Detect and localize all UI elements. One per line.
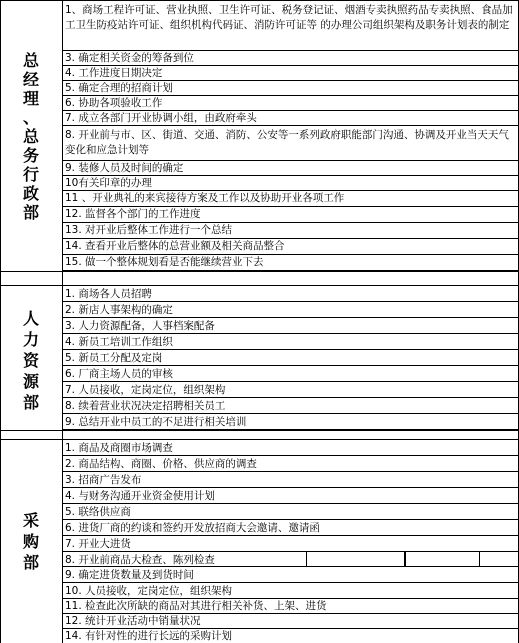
- section-label-hr: 人 力 资 源 部: [22, 309, 39, 412]
- table-row: [63, 414, 518, 430]
- list-item: 7. 人员接收，定岗定位，组织架构: [65, 384, 226, 396]
- table-row: [63, 440, 518, 456]
- table-row: [63, 66, 518, 81]
- list-item: 8. 开业前商品大检查、陈列检查: [65, 554, 215, 566]
- list-item: 1. 商场各人员招聘: [65, 288, 152, 300]
- list-item: 5. 新员工分配及定岗: [65, 352, 163, 364]
- list-item: 2. 商品结构、商圈、价格、供应商的调查: [65, 458, 257, 470]
- table-row: [63, 318, 518, 334]
- table-row: [63, 520, 518, 536]
- table-row: [63, 111, 518, 126]
- grid-cell: [404, 551, 480, 567]
- grid-cell: [306, 551, 406, 567]
- section-hr: [0, 286, 62, 435]
- table-row: [63, 567, 518, 583]
- list-item: 7. 成立各部门开业协调小组，由政府牵头: [65, 112, 257, 124]
- list-item: 12. 统计开业活动中销量状况: [65, 615, 201, 627]
- table-row: [63, 552, 518, 567]
- table-row: [63, 583, 518, 599]
- list-item: 6. 进货厂商的约谈和签约开发放招商大会邀请、邀请函: [65, 522, 320, 534]
- table-row: [63, 223, 518, 239]
- table-row: [63, 382, 518, 398]
- section-label-admin: 总 经 理 、 总 务 行 政 部: [22, 50, 39, 222]
- table-row: [63, 334, 518, 350]
- list-item: 1. 商品及商圈市场调查: [65, 442, 173, 454]
- table-row: [63, 488, 518, 504]
- list-item: 4. 工作进度日期决定: [65, 67, 163, 79]
- list-item: 8. 续着营业状况决定招聘相关员工: [65, 400, 226, 412]
- list-item: 2. 新店人事架构的确定: [65, 304, 173, 316]
- table-row: [63, 191, 518, 207]
- list-item: 7. 开业大进货: [65, 538, 131, 550]
- list-item: 13. 对开业后整体工作进行一个总结: [65, 224, 233, 236]
- list-item: 9. 装修人员及时间的确定: [65, 162, 184, 174]
- table-row: [63, 51, 518, 66]
- section-purchasing: [0, 440, 62, 643]
- table-row: [63, 614, 518, 629]
- table-row: [63, 286, 518, 302]
- table-row: [63, 96, 518, 111]
- table-row: [63, 398, 518, 414]
- table-row: [63, 504, 518, 520]
- table-row: [63, 456, 518, 472]
- table-row: [63, 176, 518, 191]
- list-item: 4. 新员工培训工作组织: [65, 336, 173, 348]
- list-item: 5. 联络供应商: [65, 506, 131, 518]
- list-item: 11 、开业典礼的来宾接待方案及工作以及协助开业各项工作: [65, 192, 345, 204]
- list-item: 14. 有针对性的进行长远的采购计划: [65, 630, 233, 642]
- table-row: [63, 255, 518, 271]
- section-label-purchasing: 采 购 部: [22, 511, 39, 572]
- table-row: [63, 472, 518, 488]
- list-item: 14. 查看开业后整体的总营业额及相关商品整合: [65, 240, 285, 252]
- table-row: [63, 536, 518, 552]
- list-item: 6. 协助各项验收工作: [65, 97, 163, 109]
- table-row: [63, 239, 518, 255]
- section-admin: [0, 0, 62, 272]
- list-item: 12. 监督各个部门的工作进度: [65, 208, 201, 220]
- table-row: [63, 350, 518, 366]
- table-row: [63, 0, 518, 51]
- table-row: [63, 599, 518, 614]
- table-row: [63, 207, 518, 223]
- list-item: 9. 总结开业中员工的不足进行相关培训: [65, 416, 247, 428]
- list-item: 10. 人员接收，定岗定位，组织架构: [65, 585, 233, 597]
- list-item: 9. 确定进货数量及到货时间: [65, 569, 194, 581]
- list-item: 3. 人力资源配备，人事档案配备: [65, 320, 215, 332]
- list-item: 11. 检查此次所缺的商品对其进行相关补货、上架、进货: [65, 600, 327, 612]
- list-item: 3. 确定相关资金的筹备到位: [65, 52, 194, 64]
- list-item: 3. 招商广告发布: [65, 474, 142, 486]
- table-row: [63, 161, 518, 176]
- blank-row: [0, 272, 518, 286]
- list-item: 6. 厂商主场人员的审核: [65, 368, 173, 380]
- list-item: 4. 与财务沟通开业资金使用计划: [65, 490, 215, 502]
- list-item: 10有关印章的办理: [65, 177, 152, 189]
- table-row: [63, 126, 518, 161]
- list-item: 5. 确定合理的招商计划: [65, 82, 173, 94]
- table-row: [63, 629, 518, 642]
- list-item: 15. 做一个整体规划看是否能继续营业下去: [65, 256, 264, 268]
- table-row: [63, 81, 518, 96]
- table-row: [63, 366, 518, 382]
- list-item: 8. 开业前与市、区、街道、交通、消防、公安等一系列政府职能部门沟通、协调及开业当天天气变化和应急计划等: [65, 129, 509, 156]
- table-row: [63, 302, 518, 318]
- list-item: 1、商场工程许可证、营业执照、卫生许可证、税务登记证、烟酒专卖执照药品专卖执照、食品加工卫生防疫站许可证、组织机构代码证、消防许可证等 的办理公司组织架构及职务计划表的制定: [65, 4, 513, 31]
